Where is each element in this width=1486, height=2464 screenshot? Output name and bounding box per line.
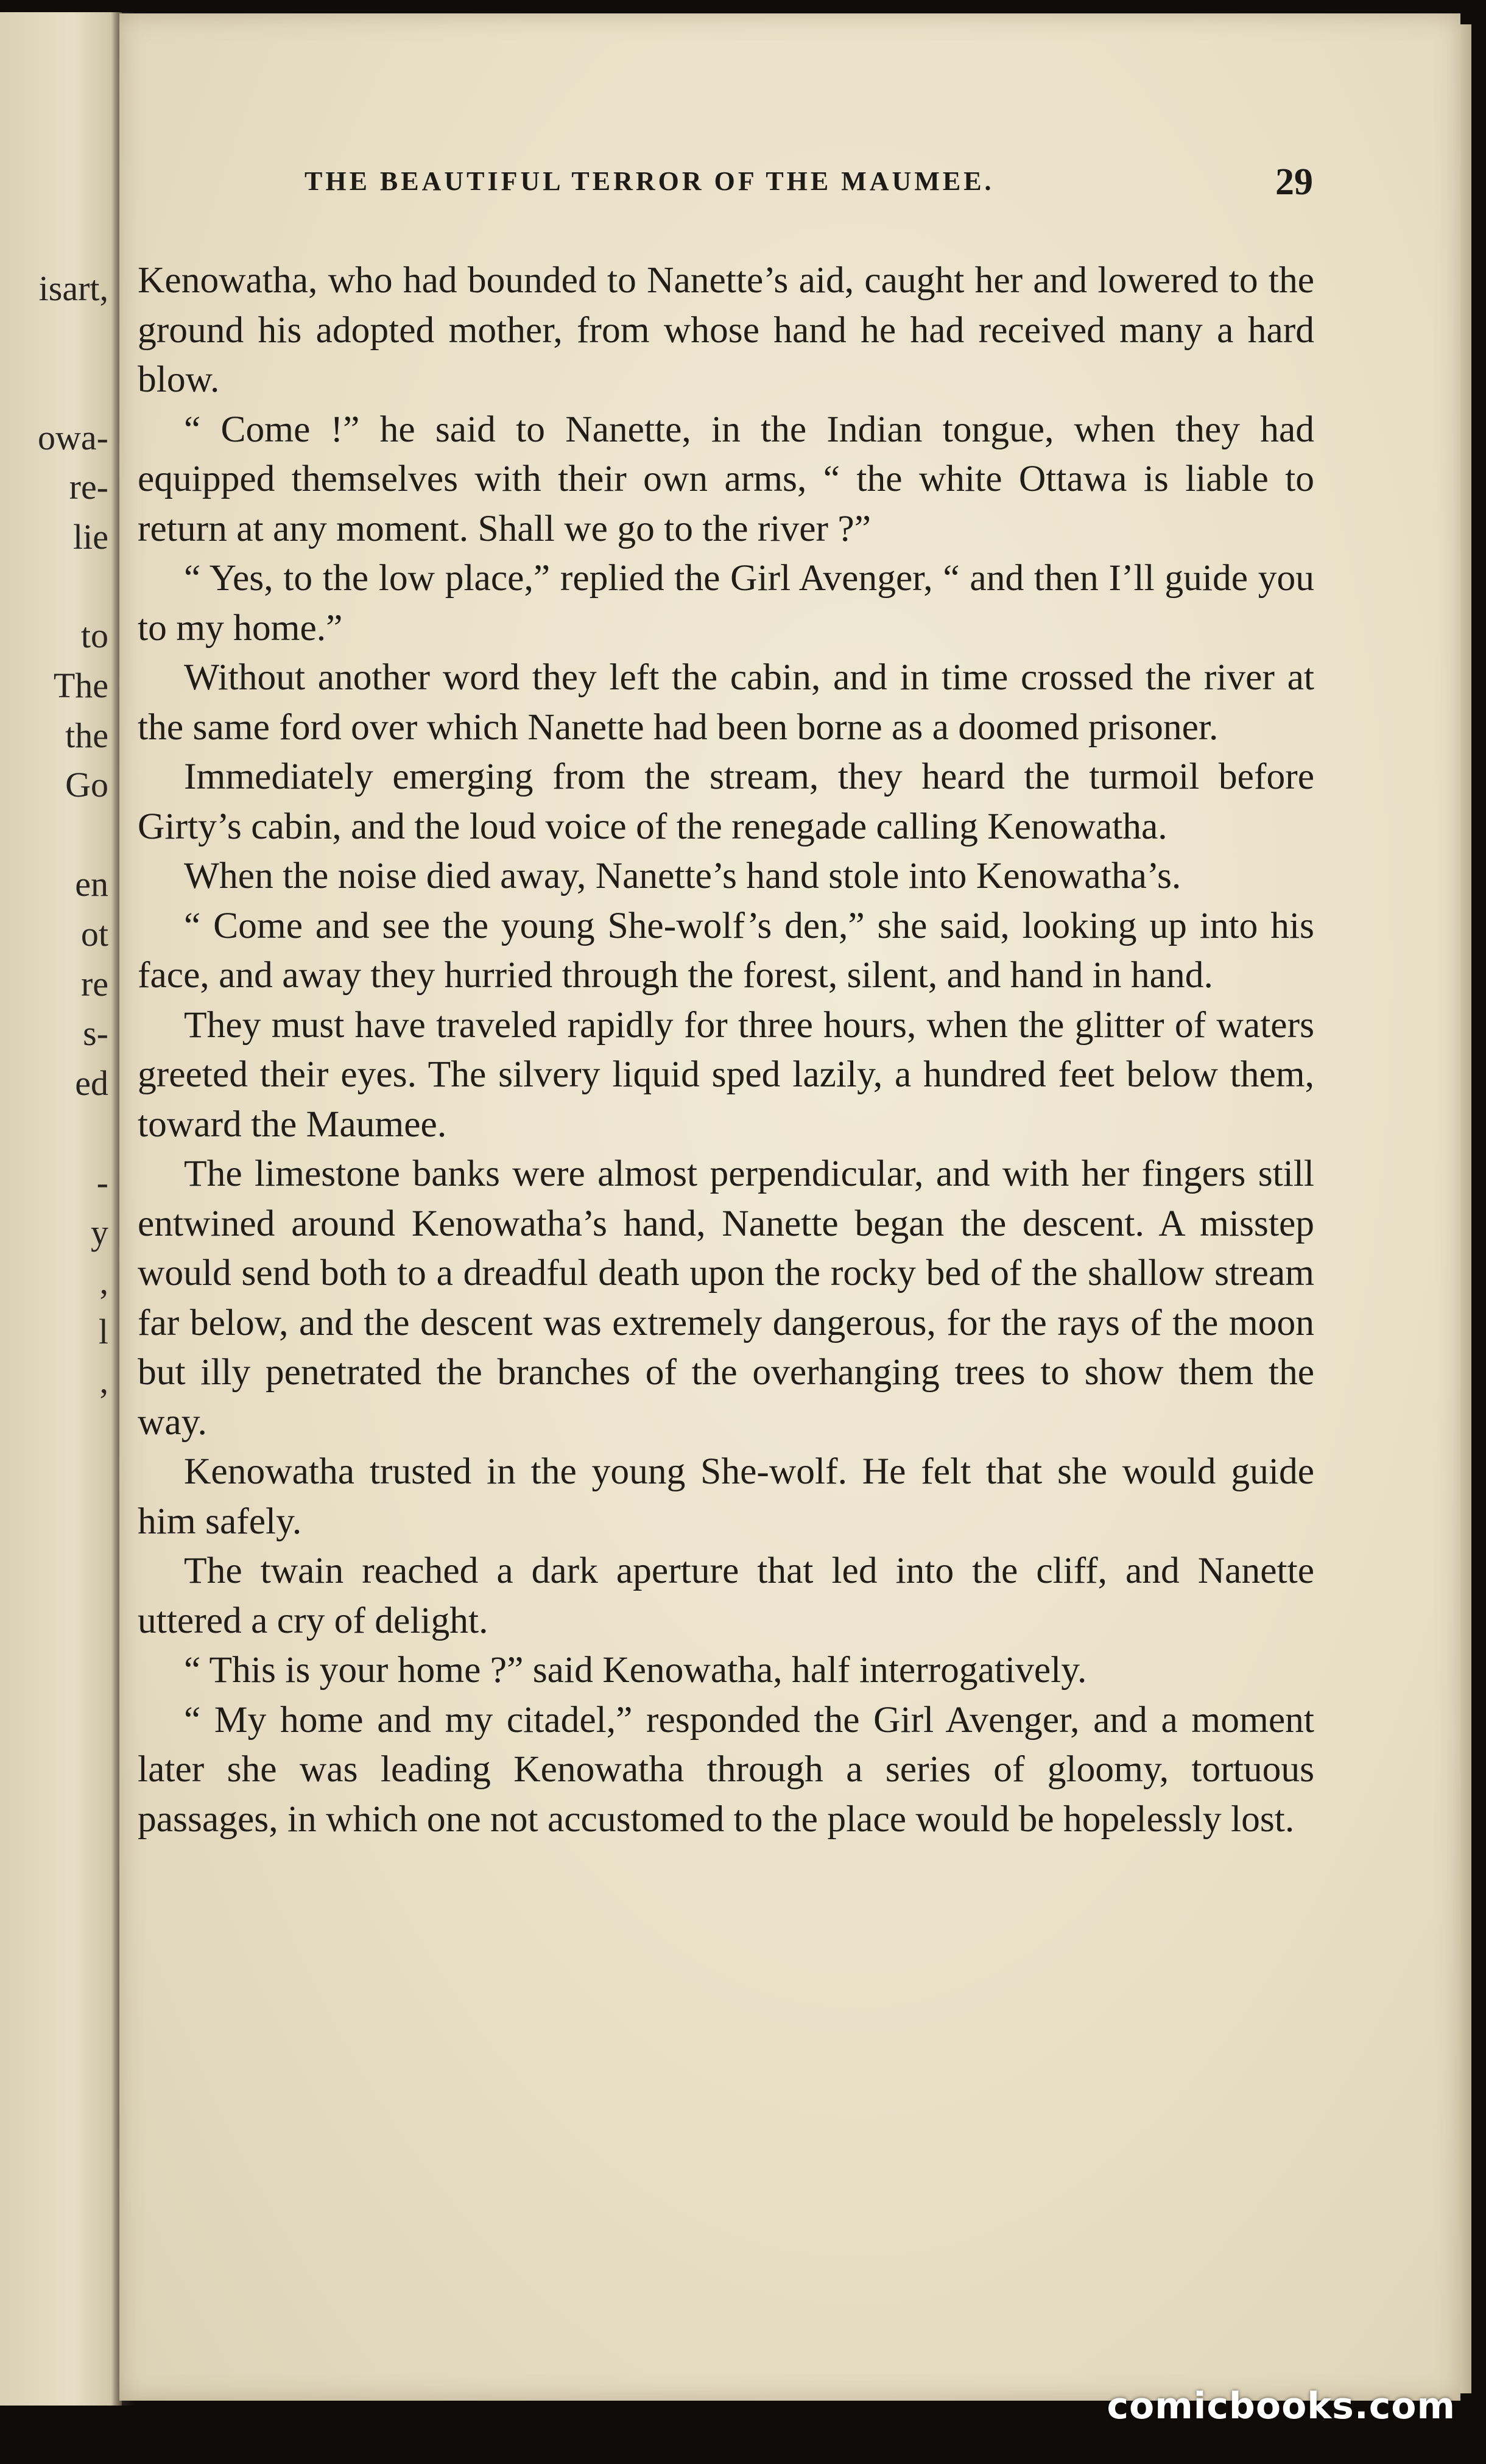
margin-fragment: isart, bbox=[38, 269, 108, 308]
paragraph: They must have traveled rapidly for three hours, when the glitter of waters greeted their eyes. The silvery liquid sped lazily, a hundred feet below them, toward the Maumee. bbox=[138, 1004, 1314, 1145]
margin-fragment: Go bbox=[65, 765, 108, 804]
paragraph: Kenowatha, who had bounded to Nanette’s aid, caught her and lowered to the ground his adopted mother, from whose hand he had received many a hard blow. bbox=[138, 259, 1314, 400]
paragraph: The twain reached a dark aperture that led into the cliff, and Nanette uttered a cry of delight. bbox=[138, 1550, 1314, 1641]
margin-fragment: ot bbox=[80, 914, 108, 954]
margin-fragment: y bbox=[91, 1213, 108, 1252]
paragraph: “ Come and see the young She-wolf’s den,” she said, looking up into his face, and away they hurried through the forest, silent, and hand in hand. bbox=[138, 904, 1314, 996]
paragraph: Immediately emerging from the stream, they heard the turmoil before Girty’s cabin, and the loud voice of the renegade calling Kenowatha. bbox=[138, 756, 1314, 847]
running-title: THE BEAUTIFUL TERROR OF THE MAUMEE. bbox=[305, 166, 995, 196]
margin-fragment: l bbox=[98, 1312, 108, 1351]
site-watermark: comicbooks.com bbox=[1107, 2385, 1456, 2427]
paragraph: “ Come !” he said to Nanette, in the Indian tongue, when they had equipped themselves with their own arms, “ the white Ottawa is liable to return at any moment. Shall we go to the river ?” bbox=[138, 408, 1314, 549]
margin-fragment: re bbox=[80, 964, 108, 1004]
paragraph: “ Yes, to the low place,” replied the Girl Avenger, “ and then I’ll guide you to my home.” bbox=[138, 557, 1314, 649]
margin-fragment: en bbox=[75, 864, 108, 904]
paragraph: The limestone banks were almost perpendicular, and with her fingers still entwined around Kenowatha’s hand, Nanette began the descent. A misstep would send both to a dreadful death upon the rocky bed of the shallow stream far below, and the descent was extremely dangerous, for the rays of the moon but illy penetrated the branches of the overhanging trees to show them the way. bbox=[138, 1153, 1314, 1443]
paragraph: Without another word they left the cabin, and in time crossed the river at the same ford over which Nanette had been borne as a doomed prisoner. bbox=[138, 656, 1314, 748]
margin-fragment: ed bbox=[75, 1063, 108, 1103]
page-header bbox=[183, 161, 1328, 208]
page-number: 29 bbox=[1275, 161, 1313, 203]
margin-fragment: owa- bbox=[38, 418, 108, 457]
paragraph: Kenowatha trusted in the young She-wolf. He felt that she would guide him safely. bbox=[138, 1451, 1314, 1542]
margin-fragment: , bbox=[99, 1262, 108, 1301]
margin-fragment: s- bbox=[83, 1013, 108, 1053]
body-text bbox=[138, 256, 1314, 1844]
margin-fragment: to bbox=[80, 616, 108, 655]
paragraph: “ My home and my citadel,” responded the Girl Avenger, and a moment later she was leading Kenowatha through a series of gloomy, tortuous passages, in which one not accustomed to the place would be hopelessly lost. bbox=[138, 1698, 1314, 1840]
margin-fragment: , bbox=[99, 1361, 108, 1401]
margin-fragment: The bbox=[53, 666, 108, 705]
margin-fragment: re- bbox=[69, 467, 108, 507]
page-edge bbox=[1460, 24, 1471, 2393]
paragraph: When the noise died away, Nanette’s hand stole into Kenowatha’s. bbox=[184, 855, 1181, 896]
paragraph: “ This is your home ?” said Kenowatha, half interrogatively. bbox=[184, 1649, 1087, 1691]
previous-page-edge bbox=[0, 12, 122, 2406]
margin-fragment: the bbox=[65, 716, 108, 755]
margin-fragment: - bbox=[96, 1163, 108, 1202]
margin-fragment: lie bbox=[73, 517, 108, 557]
